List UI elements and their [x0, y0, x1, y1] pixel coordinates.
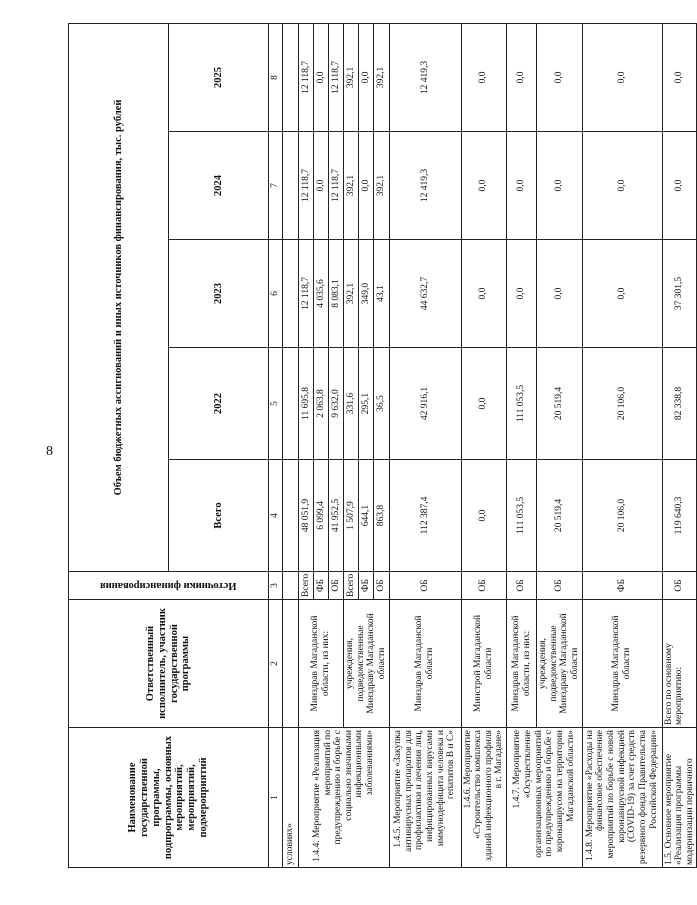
cell-2023: 0,0 — [582, 240, 662, 348]
row-source: ОБ — [389, 572, 461, 600]
cell-2025: 392,1 — [344, 23, 359, 131]
col-number: 4 — [269, 460, 283, 572]
header-executor: Ответственный исполнитель, участник государственной программы — [69, 600, 269, 728]
cell-2025: 0,0 — [582, 23, 662, 131]
cell-2022: 36,5 — [374, 348, 389, 460]
cell-2024: 0,0 — [662, 132, 697, 240]
cell-2025: 392,1 — [374, 23, 389, 131]
cell-2025: 0,0 — [507, 23, 537, 131]
col-number: 6 — [269, 240, 283, 348]
cell-2023: 349,0 — [359, 240, 374, 348]
table-row — [283, 23, 299, 867]
cell-2025: 0,0 — [662, 23, 697, 131]
row-name: 1.4.7. Мероприятие «Осуществление организационных мероприятий по предупреждению и борьбе с коронавирусом на территории Магаданской области» — [507, 728, 583, 868]
table-row — [299, 23, 314, 867]
header-2025: 2025 — [169, 23, 269, 131]
cell-2024: 0,0 — [461, 132, 507, 240]
table-row — [389, 23, 461, 867]
row-source: ФБ — [359, 572, 374, 600]
cell-total: 111 053,5 — [507, 460, 537, 572]
cell-2023: 0,0 — [507, 240, 537, 348]
row-source: Всего — [299, 572, 314, 600]
page-number: 8 — [46, 444, 53, 459]
col-number: 7 — [269, 132, 283, 240]
cell-2022: 331,6 — [344, 348, 359, 460]
cell-2025: 12 419,3 — [389, 23, 461, 131]
cell-total: 41 952,5 — [329, 460, 344, 572]
cell-2022: 20 519,4 — [537, 348, 583, 460]
col-number: 8 — [269, 23, 283, 131]
cell-2023: 4 035,6 — [314, 240, 329, 348]
funding-table — [68, 23, 697, 868]
row-executor: учреждения, подведомственные Минздраву Магаданской области — [344, 600, 390, 728]
header-funding: Объем бюджетных ассигнований и иных источников финансирования, тыс. рублей — [69, 23, 169, 571]
row-source: ФБ — [582, 572, 662, 600]
header-2024: 2024 — [169, 132, 269, 240]
cell-2023: 8 083,1 — [329, 240, 344, 348]
cell-2024: 392,1 — [344, 132, 359, 240]
row-source: ОБ — [507, 572, 537, 600]
header-name: Наименование государственной программы, подпрограммы, основных мероприятий, мероприятий, подмероприятий — [69, 728, 269, 868]
cell-total: 6 099,4 — [314, 460, 329, 572]
header-2022: 2022 — [169, 348, 269, 460]
row-executor: Всего по основному мероприятию: — [662, 600, 697, 728]
row-source: ОБ — [461, 572, 507, 600]
cell-2023: 44 632,7 — [389, 240, 461, 348]
cell-2025: 12 118,7 — [299, 23, 314, 131]
cell-2024: 0,0 — [359, 132, 374, 240]
cell-2023: 43,1 — [374, 240, 389, 348]
cell-2023: 37 301,5 — [662, 240, 697, 348]
row-name: 1.4.6. Мероприятие «Строительство комплекса зданий инфекционного профиля в г. Магадане» — [461, 728, 507, 868]
cell-2025: 0,0 — [537, 23, 583, 131]
row-source: ОБ — [329, 572, 344, 600]
cell-2024: 0,0 — [507, 132, 537, 240]
cell-2022: 20 106,0 — [582, 348, 662, 460]
rotated-table-container — [68, 24, 695, 868]
cell-2022: 11 695,8 — [299, 348, 314, 460]
cell-total: 119 640,3 — [662, 460, 697, 572]
header-total: Всего — [169, 460, 269, 572]
cell-total: 48 051,9 — [299, 460, 314, 572]
cell-2024: 0,0 — [537, 132, 583, 240]
row-name: условиях» — [283, 728, 299, 868]
cell-2024: 12 419,3 — [389, 132, 461, 240]
row-source: ОБ — [662, 572, 697, 600]
cell-2024: 0,0 — [314, 132, 329, 240]
cell-2023: 12 118,7 — [299, 240, 314, 348]
row-executor: Минздрав Магаданской области — [389, 600, 461, 728]
cell-2023: 392,1 — [344, 240, 359, 348]
cell-2024: 12 118,7 — [299, 132, 314, 240]
column-numbers-row — [269, 23, 283, 867]
cell-2024: 392,1 — [374, 132, 389, 240]
table-row — [662, 23, 697, 867]
cell-2025: 0,0 — [314, 23, 329, 131]
cell-2022: 0,0 — [461, 348, 507, 460]
row-name: 1.4.8. Мероприятие «Расходы на финансовое обеспечение мероприятий по борьбе с новой коронавирусной инфекцией (COVID-19) за счет средств резервного фонда Правительства Российской Федерации» — [582, 728, 662, 868]
cell-2025: 0,0 — [461, 23, 507, 131]
cell-total: 0,0 — [461, 460, 507, 572]
header-row — [69, 23, 169, 867]
header-2023: 2023 — [169, 240, 269, 348]
col-number: 1 — [269, 728, 283, 868]
cell-2025: 0,0 — [359, 23, 374, 131]
cell-total: 20 519,4 — [537, 460, 583, 572]
row-executor: Минздрав Магаданской области, из них: — [299, 600, 344, 728]
row-source: ОБ — [537, 572, 583, 600]
table-row — [507, 23, 537, 867]
col-number: 2 — [269, 600, 283, 728]
row-executor: Минздрав Магаданской области, из них: — [507, 600, 537, 728]
row-name: 1.4.4. Мероприятие «Реализация мероприятий по предупреждению и борьбе с социально значимыми инфекционными заболеваниями» — [299, 728, 390, 868]
row-executor: Минстрой Магаданской области — [461, 600, 507, 728]
row-source: Всего — [344, 572, 359, 600]
cell-2022: 82 338,8 — [662, 348, 697, 460]
cell-total: 1 507,9 — [344, 460, 359, 572]
cell-total: 112 387,4 — [389, 460, 461, 572]
cell-2022: 111 053,5 — [507, 348, 537, 460]
row-executor: Минздрав Магаданской области — [582, 600, 662, 728]
row-source: ФБ — [314, 572, 329, 600]
cell-2025: 12 118,7 — [329, 23, 344, 131]
table-row — [461, 23, 507, 867]
row-source: ОБ — [374, 572, 389, 600]
header-source: Источники финансирования — [69, 572, 269, 600]
row-name: 1.4.5. Мероприятие «Закупка антивирусных препаратов для профилактики и лечения лиц, инфицированных вирусами иммунодефицита человека и гепатитов В и С» — [389, 728, 461, 868]
row-executor: учреждения, подведомственные Минздраву Магаданской области — [537, 600, 583, 728]
cell-2022: 2 063,8 — [314, 348, 329, 460]
cell-2024: 12 118,7 — [329, 132, 344, 240]
cell-2023: 0,0 — [537, 240, 583, 348]
col-number: 5 — [269, 348, 283, 460]
cell-total: 20 106,0 — [582, 460, 662, 572]
cell-2024: 0,0 — [582, 132, 662, 240]
col-number: 3 — [269, 572, 283, 600]
table-row — [582, 23, 662, 867]
cell-2022: 9 632,0 — [329, 348, 344, 460]
row-name: 1.5. Основное мероприятие «Реализация программы модернизации первичного — [662, 728, 697, 868]
cell-2022: 295,1 — [359, 348, 374, 460]
cell-2023: 0,0 — [461, 240, 507, 348]
cell-total: 644,1 — [359, 460, 374, 572]
cell-2022: 42 916,1 — [389, 348, 461, 460]
cell-total: 863,8 — [374, 460, 389, 572]
